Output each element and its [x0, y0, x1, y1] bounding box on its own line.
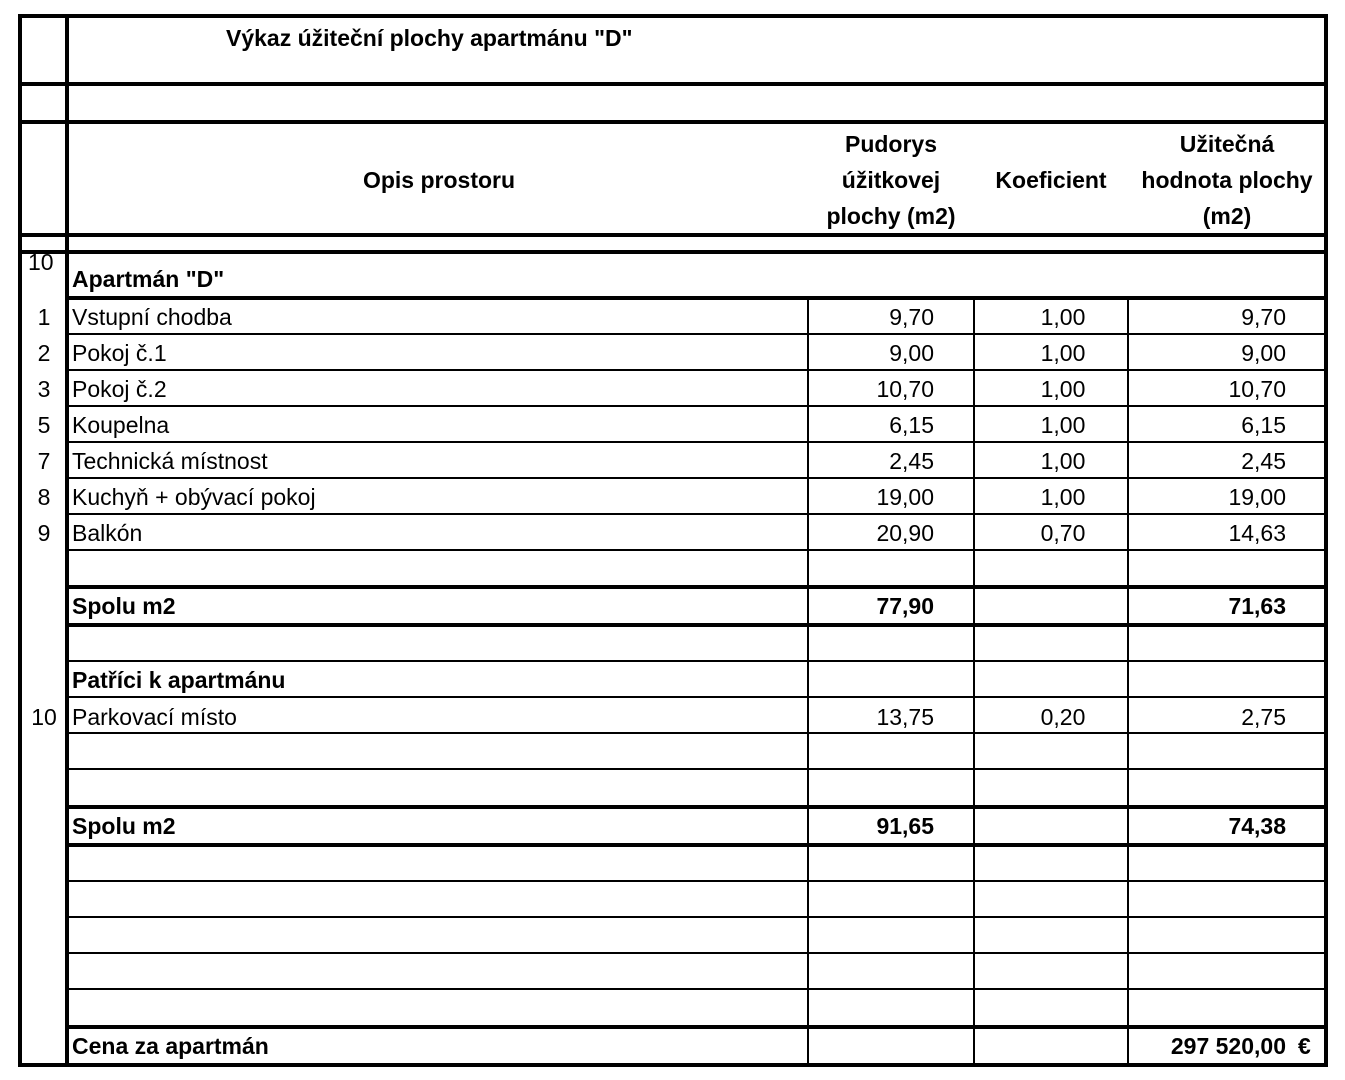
coefficient-value: 1,00 [1040, 304, 1086, 330]
section-index: 10 [28, 249, 54, 275]
floor-area-value: 19,00 [876, 484, 934, 510]
subtotal-label: Spolu m2 [72, 593, 176, 619]
coefficient-value: 1,00 [1040, 340, 1086, 366]
floor-area-value: 9,00 [889, 340, 934, 366]
header-floor-area-line3: plochy (m2) [826, 203, 956, 229]
header-coefficient: Koeficient [995, 167, 1107, 193]
header-floor-area-line2: úžitkovej [841, 167, 941, 193]
row-number: 8 [37, 484, 51, 510]
coefficient-value: 1,00 [1040, 484, 1086, 510]
useful-area-value: 19,00 [1228, 484, 1286, 510]
subtotal-useful-area: 71,63 [1228, 593, 1286, 619]
room-name: Balkón [72, 520, 143, 546]
section-title: Apartmán "D" [72, 266, 225, 292]
row-number: 5 [37, 412, 51, 438]
row-number: 7 [37, 448, 51, 474]
room-name: Pokoj č.1 [72, 340, 167, 366]
useful-area-value: 9,70 [1241, 304, 1286, 330]
coefficient-value: 0,20 [1040, 704, 1086, 730]
useful-area-value: 10,70 [1228, 376, 1286, 402]
floor-area-value: 9,70 [889, 304, 934, 330]
room-name: Koupelna [72, 412, 170, 438]
header-useful-area-line2: hodnota plochy [1141, 167, 1313, 193]
row-number: 2 [37, 340, 51, 366]
header-useful-area-line1: Užitečná [1179, 131, 1275, 157]
subtotal-floor-area: 77,90 [876, 593, 934, 619]
useful-area-value: 14,63 [1228, 520, 1286, 546]
floor-area-value: 20,90 [876, 520, 934, 546]
useful-area-value: 9,00 [1241, 340, 1286, 366]
coefficient-value: 1,00 [1040, 412, 1086, 438]
currency-symbol: € [1298, 1033, 1311, 1059]
floor-area-value: 6,15 [889, 412, 934, 438]
header-description: Opis prostoru [362, 167, 516, 193]
useful-area-value: 6,15 [1241, 412, 1286, 438]
price-value: 297 520,00 [1170, 1033, 1286, 1059]
row-number: 3 [37, 376, 51, 402]
total-floor-area: 91,65 [876, 813, 934, 839]
section2-title: Patříci k apartmánu [72, 667, 286, 693]
useful-area-value: 2,45 [1241, 448, 1286, 474]
row-number: 9 [37, 520, 51, 546]
coefficient-value: 1,00 [1040, 376, 1086, 402]
coefficient-value: 0,70 [1040, 520, 1086, 546]
row-number: 1 [37, 304, 51, 330]
coefficient-value: 1,00 [1040, 448, 1086, 474]
header-floor-area-line1: Pudorys [844, 131, 938, 157]
floor-area-value: 10,70 [876, 376, 934, 402]
room-name: Parkovací místo [72, 704, 237, 730]
room-name: Vstupní chodba [72, 304, 232, 330]
floor-area-value: 2,45 [889, 448, 934, 474]
room-name: Technická místnost [72, 448, 268, 474]
total-label: Spolu m2 [72, 813, 176, 839]
header-useful-area-line3: (m2) [1202, 203, 1252, 229]
price-label: Cena za apartmán [72, 1033, 269, 1059]
useful-area-value: 2,75 [1241, 704, 1286, 730]
total-useful-area: 74,38 [1228, 813, 1286, 839]
floor-area-value: 13,75 [876, 704, 934, 730]
room-name: Kuchyň + obývací pokoj [72, 484, 316, 510]
row-number: 10 [31, 704, 57, 730]
page-title: Výkaz úžiteční plochy apartmánu "D" [226, 25, 633, 51]
room-name: Pokoj č.2 [72, 376, 167, 402]
